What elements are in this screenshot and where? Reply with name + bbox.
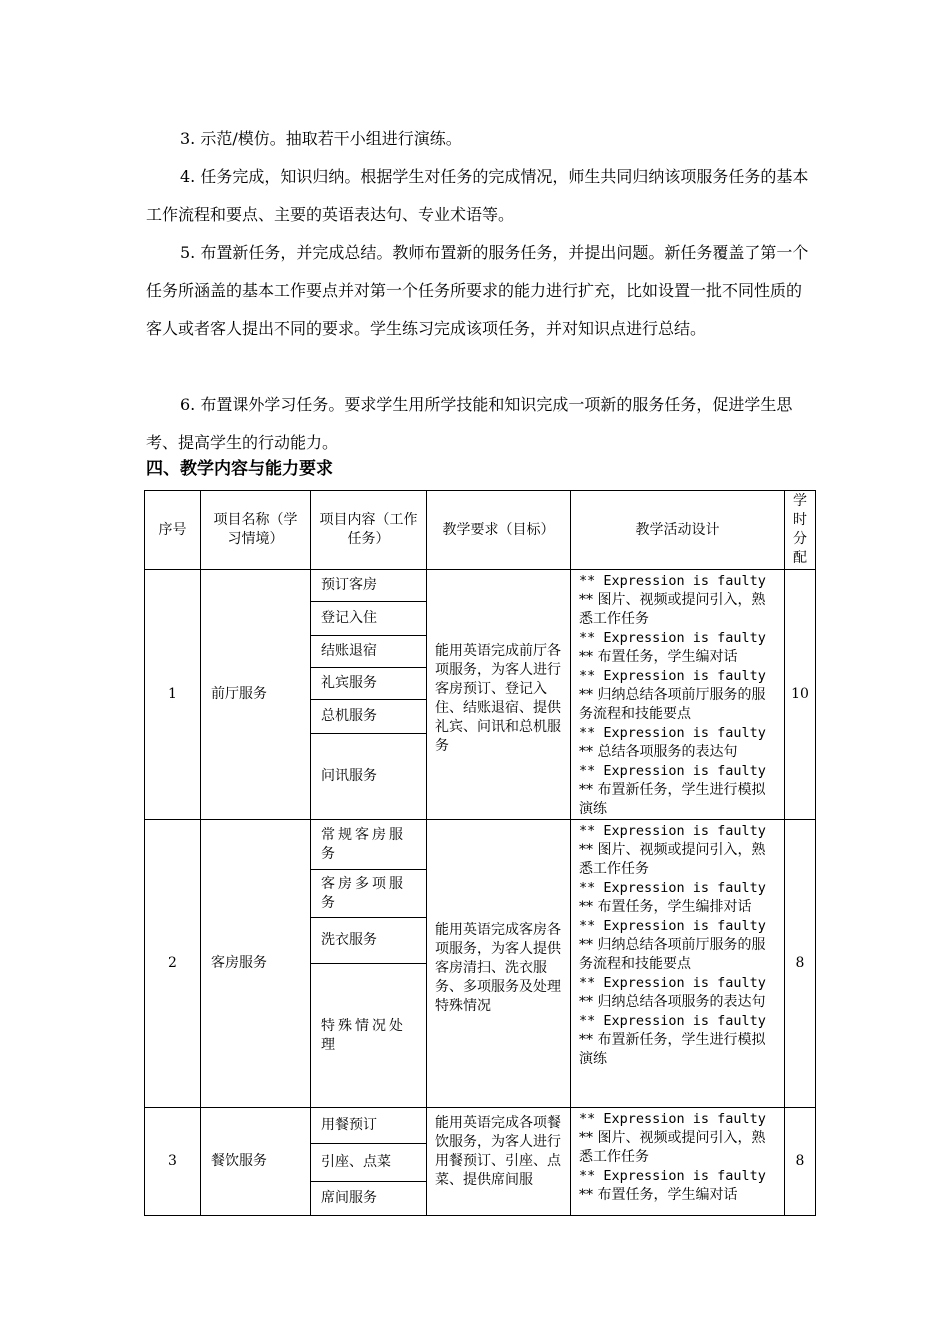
activity-text: ** 归纳总结各项前厅服务的服务流程和技能要点 [579, 687, 766, 722]
activity-text: ** 图片、视频或提问引入，熟悉工作任务 [579, 592, 766, 627]
task-cell: 特殊情况处理 [311, 964, 427, 1108]
activity-text: ** 图片、视频或提问引入，熟悉工作任务 [579, 1130, 766, 1165]
header-activity: 教学活动设计 [571, 491, 785, 570]
header-content: 项目内容（工作任务） [311, 491, 427, 570]
task-cell: 登记入住 [311, 602, 427, 636]
task-cell: 席间服务 [311, 1182, 427, 1216]
task-cell: 客房多项服务 [311, 870, 427, 918]
activity-text: ** 布置任务，学生编对话 [579, 1187, 738, 1203]
activity-text: ** 归纳总结各项服务的表达句 [579, 994, 766, 1010]
activity-text: ** 布置任务，学生编对话 [579, 649, 738, 665]
table-header-row [145, 491, 816, 570]
activity-error: ** Expression is faulty [579, 823, 766, 839]
activity-text: ** 总结各项服务的表达句 [579, 744, 738, 760]
task-cell: 预订客房 [311, 570, 427, 602]
row-activities [571, 570, 785, 820]
task-cell: 引座、点菜 [311, 1144, 427, 1182]
row-requirement: 能用英语完成各项餐饮服务，为客人进行用餐预订、引座、点菜、提供席间服 [427, 1108, 571, 1216]
activity-error: ** Expression is faulty [579, 668, 766, 684]
activity-text: ** 布置新任务，学生进行模拟演练 [579, 782, 766, 817]
activity-error: ** Expression is faulty [579, 573, 766, 589]
curriculum-table [144, 490, 816, 1216]
row-requirement: 能用英语完成客房各项服务，为客人提供客房清扫、洗衣服务、多项服务及处理特殊情况 [427, 820, 571, 1108]
activity-error: ** Expression is faulty [579, 1168, 766, 1184]
paragraph-step-5: 5. 布置新任务，并完成总结。教师布置新的服务任务，并提出问题。新任务覆盖了第一个任务所涵盖的基本工作要点并对第一个任务所要求的能力进行扩充，比如设置一批不同性质的客人或者客人提出不同的要求。学生练习完成该项任务，并对知识点进行总结。 [146, 243, 809, 338]
row-no: 1 [145, 570, 201, 820]
task-cell: 结账退宿 [311, 636, 427, 668]
paragraph-step-3: 3. 示范/模仿。抽取若干小组进行演练。 [180, 129, 462, 148]
task-cell: 常规客房服务 [311, 820, 427, 870]
row-no: 3 [145, 1108, 201, 1216]
row-no: 2 [145, 820, 201, 1108]
row-hours: 10 [785, 570, 816, 820]
row-name: 前厅服务 [201, 570, 311, 820]
task-cell: 洗衣服务 [311, 918, 427, 964]
activity-error: ** Expression is faulty [579, 1111, 766, 1127]
table-row [145, 820, 816, 870]
paragraph-step-6: 6. 布置课外学习任务。要求学生用所学技能和知识完成一项新的服务任务，促进学生思考、提高学生的行动能力。 [146, 395, 793, 452]
paragraph-step-4: 4. 任务完成，知识归纳。根据学生对任务的完成情况，师生共同归纳该项服务任务的基本工作流程和要点、主要的英语表达句、专业术语等。 [146, 167, 809, 224]
activity-error: ** Expression is faulty [579, 725, 766, 741]
activity-error: ** Expression is faulty [579, 975, 766, 991]
table-row [145, 1108, 816, 1144]
row-name: 客房服务 [201, 820, 311, 1108]
row-hours: 8 [785, 820, 816, 1108]
activity-error: ** Expression is faulty [579, 880, 766, 896]
section-title: 四、教学内容与能力要求 [146, 459, 333, 479]
table-row [145, 570, 816, 602]
activity-error: ** Expression is faulty [579, 630, 766, 646]
header-hours: 学时分配 [785, 491, 816, 570]
row-requirement: 能用英语完成前厅各项服务，为客人进行客房预订、登记入住、结账退宿、提供礼宾、问讯和总机服务 [427, 570, 571, 820]
row-hours: 8 [785, 1108, 816, 1216]
task-cell: 问讯服务 [311, 734, 427, 820]
row-name: 餐饮服务 [201, 1108, 311, 1216]
activity-error: ** Expression is faulty [579, 918, 766, 934]
task-cell: 礼宾服务 [311, 668, 427, 700]
activity-text: ** 归纳总结各项前厅服务的服务流程和技能要点 [579, 937, 766, 972]
task-cell: 用餐预订 [311, 1108, 427, 1144]
activity-text: ** 布置新任务，学生进行模拟演练 [579, 1032, 766, 1067]
header-requirement: 教学要求（目标） [427, 491, 571, 570]
header-name: 项目名称（学习情境） [201, 491, 311, 570]
activity-error: ** Expression is faulty [579, 1013, 766, 1029]
activity-text: ** 布置任务，学生编排对话 [579, 899, 752, 915]
activity-text: ** 图片、视频或提问引入，熟悉工作任务 [579, 842, 766, 877]
activity-error: ** Expression is faulty [579, 763, 766, 779]
row-activities [571, 820, 785, 1108]
row-activities [571, 1108, 785, 1216]
task-cell: 总机服务 [311, 700, 427, 734]
header-no: 序号 [145, 491, 201, 570]
